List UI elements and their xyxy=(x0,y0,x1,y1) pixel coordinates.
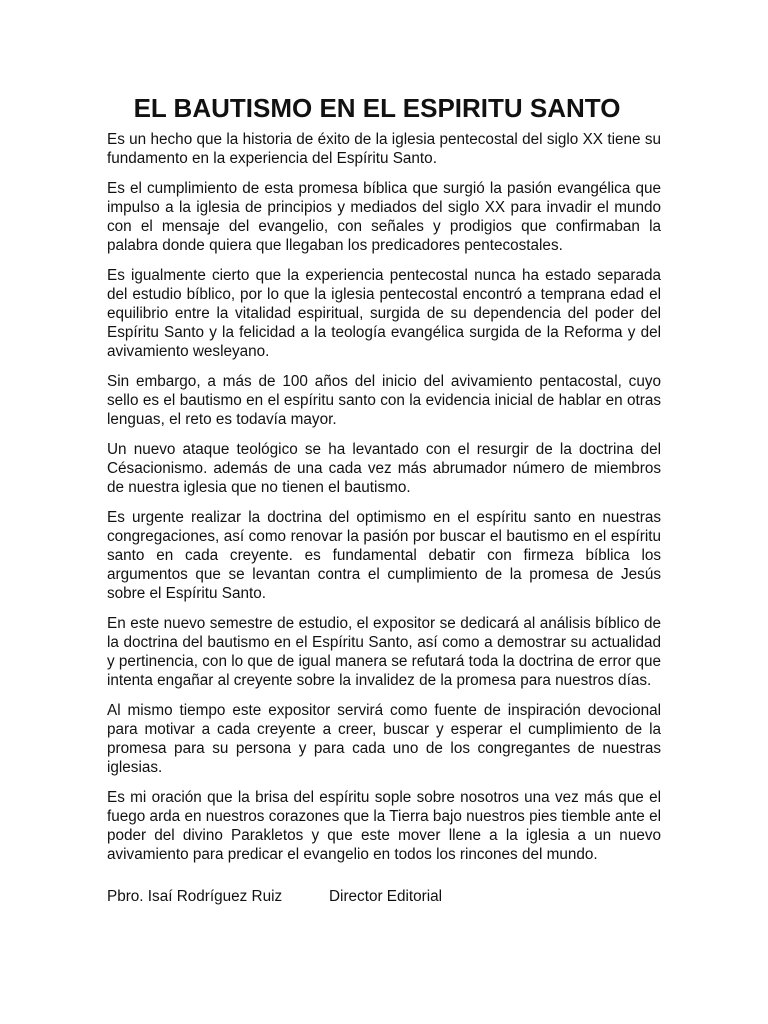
signature-line xyxy=(107,887,442,906)
paragraph-9: Es mi oración que la brisa del espíritu sople sobre nosotros una vez más que el fuego arda en nuestros corazones que la Tierra bajo nuestros pies tiemble ante el poder del divino Parakletos y que este mover llene a la iglesia a un nuevo avivamiento para predicar el evangelio en todos los rincones del mundo. xyxy=(107,789,661,863)
signature-name: Pbro. Isaí Rodríguez Ruiz xyxy=(107,888,283,905)
paragraph-4: Sin embargo, a más de 100 años del inicio del avivamiento pentacostal, cuyo sello es el bautismo en el espíritu santo con la evidencia inicial de hablar en otras lenguas, el reto es todavía mayor. xyxy=(107,373,661,428)
paragraph-7: En este nuevo semestre de estudio, el expositor se dedicará al análisis bíblico de la doctrina del bautismo en el Espíritu Santo, así como a demostrar su actualidad y pertinencia, con lo que de igual manera se refutará toda la doctrina de error que intenta engañar al creyente sobre la invalidez de la promesa para nuestros días. xyxy=(107,615,661,689)
paragraph-8: Al mismo tiempo este expositor servirá como fuente de inspiración devocional para motivar a cada creyente a creer, buscar y esperar el cumplimiento de la promesa para su persona y para cada uno de los congregantes de nuestras iglesias. xyxy=(107,702,661,776)
paragraph-2: Es el cumplimiento de esta promesa bíblica que surgió la pasión evangélica que impulso a la iglesia de principios y mediados del siglo XX para invadir el mundo con el mensaje del evangelio, con señales y prodigios que confirmaban la palabra donde quiera que llegaban los predicadores pentecostales. xyxy=(107,180,661,254)
paragraph-1: Es un hecho que la historia de éxito de la iglesia pentecostal del siglo XX tiene su fundamento en la experiencia del Espíritu Santo. xyxy=(107,131,661,167)
paragraph-6: Es urgente realizar la doctrina del optimismo en el espíritu santo en nuestras congregaciones, así como renovar la pasión por buscar el bautismo en el espíritu santo en cada creyente. es fundamental debatir con firmeza bíblica los argumentos que se levantan contra el cumplimiento de la promesa de Jesús sobre el Espíritu Santo. xyxy=(107,509,661,602)
paragraph-3: Es igualmente cierto que la experiencia pentecostal nunca ha estado separada del estudio bíblico, por lo que la iglesia pentecostal encontró a temprana edad el equilibrio entre la vitalidad espiritual, surgida de su dependencia del poder del Espíritu Santo y la felicidad a la teología evangélica surgida de la Reforma y del avivamiento wesleyano. xyxy=(107,267,661,360)
signature-role: Director Editorial xyxy=(329,888,443,905)
document-title: EL BAUTISMO EN EL ESPIRITU SANTO xyxy=(133,93,621,123)
document-body xyxy=(107,92,661,875)
paragraph-5: Un nuevo ataque teológico se ha levantado con el resurgir de la doctrina del Césacionismo. además de una cada vez más abrumador número de miembros de nuestra iglesia que no tienen el bautismo. xyxy=(107,441,661,496)
